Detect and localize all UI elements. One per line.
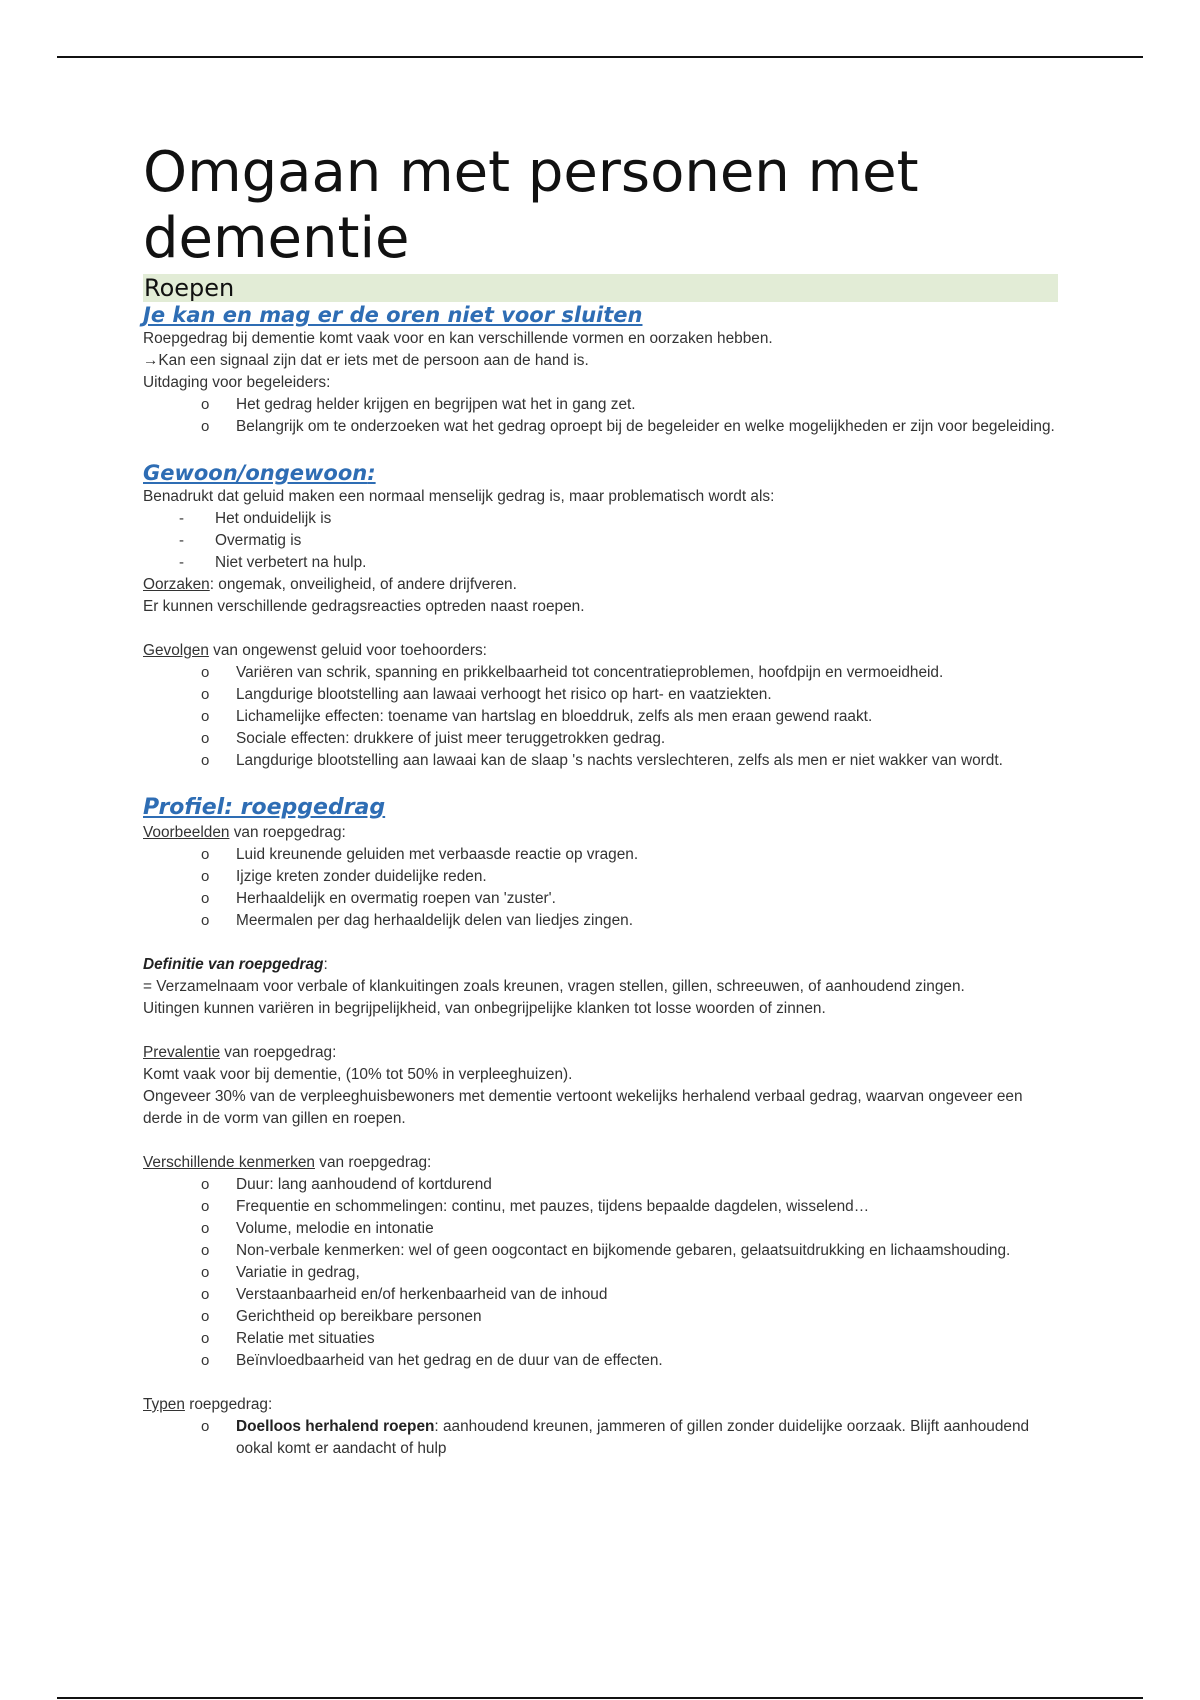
- list-item: [143, 728, 1058, 750]
- prevalentie-line-2: Ongeveer 30% van de verpleeghuisbewoners met dementie vertoont wekelijks herhalend verbaal gedrag, waarvan ongeveer een derde in de vorm van gillen en roepen.: [143, 1088, 1023, 1127]
- bullet-marker: o: [201, 1308, 210, 1325]
- dash-marker: -: [179, 532, 184, 549]
- list-item: [143, 530, 1058, 552]
- bullet-marker: o: [201, 1198, 210, 1215]
- list-item: [143, 552, 1058, 574]
- list-item: [143, 1306, 1058, 1328]
- bullet-marker: o: [201, 664, 210, 681]
- list-item: [143, 910, 1058, 932]
- oorzaken-line: [143, 574, 1058, 596]
- spacer: [143, 1020, 1058, 1042]
- list-item-text: Verstaanbaarheid en/of herkenbaarheid van de inhoud: [236, 1286, 608, 1303]
- list-item-text: Het onduidelijk is: [215, 510, 332, 527]
- kenmerken-label: Verschillende kenmerken: [143, 1154, 315, 1171]
- list-item: [143, 416, 1058, 438]
- list-item: [143, 662, 1058, 684]
- list-item-text: Niet verbetert na hulp.: [215, 554, 367, 571]
- top-rule: [57, 56, 1143, 58]
- heading-je-kan-text: Je kan en mag er de oren niet voor sluiten: [143, 303, 643, 327]
- list-item-text: Variëren van schrik, spanning en prikkelbaarheid tot concentratieproblemen, hoofdpijn en vermoeidheid.: [236, 664, 944, 681]
- list-item-text: Relatie met situaties: [236, 1330, 375, 1347]
- bottom-rule: [57, 1697, 1143, 1699]
- list-item: [143, 1196, 1058, 1218]
- bullet-marker: o: [201, 752, 210, 769]
- bullet-marker: o: [201, 912, 210, 929]
- list-item: [143, 706, 1058, 728]
- list-item: [143, 1416, 1058, 1460]
- kenmerken-line: [143, 1152, 1058, 1174]
- typen-label: Typen: [143, 1396, 185, 1413]
- list-item: [143, 750, 1058, 772]
- list-item: [143, 1174, 1058, 1196]
- typen-line: [143, 1394, 1058, 1416]
- spacer: [143, 1130, 1058, 1152]
- bullet-marker: o: [201, 708, 210, 725]
- bullet-marker: o: [201, 846, 210, 863]
- list-item-text: Variatie in gedrag,: [236, 1264, 360, 1281]
- definitie-heading: Definitie van roepgedrag:: [143, 956, 328, 973]
- spacer: [143, 438, 1058, 460]
- bullet-marker: o: [201, 868, 210, 885]
- prevalentie-label: Prevalentie: [143, 1044, 220, 1061]
- gedragsreacties-line: Er kunnen verschillende gedragsreacties optreden naast roepen.: [143, 598, 585, 615]
- definitie-line-2: Uitingen kunnen variëren in begrijpelijkheid, van onbegrijpelijke klanken tot losse woorden of zinnen.: [143, 1000, 826, 1017]
- list-item: [143, 1350, 1058, 1372]
- spacer: [143, 618, 1058, 640]
- gevolgen-list: [143, 662, 1058, 772]
- gevolgen-line: [143, 640, 1058, 662]
- bullet-marker: o: [201, 1242, 210, 1259]
- list-item: [143, 1284, 1058, 1306]
- bullet-marker: o: [201, 1264, 210, 1281]
- gevolgen-text: van ongewenst geluid voor toehoorders:: [208, 642, 487, 659]
- bullet-marker: o: [201, 730, 210, 747]
- list-item-text: Overmatig is: [215, 532, 302, 549]
- voorbeelden-line: [143, 822, 1058, 844]
- spacer: [143, 932, 1058, 954]
- intro-list: [143, 394, 1058, 438]
- page-title: Omgaan met personen met dementie: [143, 140, 919, 271]
- definitie-label: Definitie van roepgedrag: [143, 956, 324, 973]
- list-item-text: Non-verbale kenmerken: wel of geen oogcontact en bijkomende gebaren, gelaatsuitdrukking en lichaamshouding.: [236, 1242, 1011, 1259]
- list-item-text: Luid kreunende geluiden met verbaasde reactie op vragen.: [236, 846, 639, 863]
- definitie-line-1: = Verzamelnaam voor verbale of klankuitingen zoals kreunen, vragen stellen, gillen, schreeuwen, of aanhoudend zingen.: [143, 978, 965, 995]
- prevalentie-line: [143, 1042, 1058, 1064]
- list-item-text: Gerichtheid op bereikbare personen: [236, 1308, 482, 1325]
- section-heading-roepen: Roepen: [143, 274, 1058, 302]
- list-item-text: Ijzige kreten zonder duidelijke reden.: [236, 868, 487, 885]
- list-item: [143, 1240, 1058, 1262]
- typen-item-text: : aanhoudend kreunen, jammeren of gillen zonder duidelijke oorzaak. Blijft aanhoudend ookal komt er aandacht of hulp: [236, 1418, 1030, 1457]
- list-item-text: Meermalen per dag herhaaldelijk delen van liedjes zingen.: [236, 912, 633, 929]
- list-item-text: Lichamelijke effecten: toename van hartslag en bloeddruk, zelfs als men eraan gewend raakt.: [236, 708, 873, 725]
- list-item-text: Volume, melodie en intonatie: [236, 1220, 434, 1237]
- voorbeelden-text: van roepgedrag:: [229, 824, 346, 841]
- prevalentie-line-1: Komt vaak voor bij dementie, (10% tot 50% in verpleeghuizen).: [143, 1066, 573, 1083]
- list-item-text: Langdurige blootstelling aan lawaai kan de slaap 's nachts verslechteren, zelfs als men er niet wakker van wordt.: [236, 752, 1003, 769]
- dash-marker: -: [179, 510, 184, 527]
- intro-line-1: Roepgedrag bij dementie komt vaak voor en kan verschillende vormen en oorzaken hebben.: [143, 330, 773, 347]
- bullet-marker: o: [201, 1176, 210, 1193]
- gewoon-list: [143, 508, 1058, 574]
- bullet-marker: o: [201, 890, 210, 907]
- list-item-text: Beïnvloedbaarheid van het gedrag en de duur van de effecten.: [236, 1352, 663, 1369]
- heading-profiel: Profiel: roepgedrag: [143, 795, 386, 820]
- document-page: [143, 140, 1058, 1460]
- oorzaken-label: Oorzaken: [143, 576, 210, 593]
- list-item: [143, 684, 1058, 706]
- bullet-marker: o: [201, 396, 210, 413]
- prevalentie-text: van roepgedrag:: [220, 1044, 337, 1061]
- spacer: [143, 772, 1058, 794]
- list-item-text: Frequentie en schommelingen: continu, met pauzes, tijdens bepaalde dagdelen, wisselend…: [236, 1198, 870, 1215]
- spacer: [143, 1372, 1058, 1394]
- bullet-marker: o: [201, 1418, 210, 1435]
- bullet-marker: o: [201, 1220, 210, 1237]
- oorzaken-text: : ongemak, onveiligheid, of andere drijfveren.: [209, 576, 517, 593]
- bullet-marker: o: [201, 1330, 210, 1347]
- gevolgen-label: Gevolgen: [143, 642, 209, 659]
- list-item: [143, 1218, 1058, 1240]
- typen-item-bold: Doelloos herhalend roepen: [236, 1418, 435, 1435]
- bullet-marker: o: [201, 686, 210, 703]
- voorbeelden-list: [143, 844, 1058, 932]
- list-item-text: Duur: lang aanhoudend of kortdurend: [236, 1176, 492, 1193]
- heading-gewoon-text: Gewoon/ongewoon: [143, 461, 368, 485]
- kenmerken-text: van roepgedrag:: [314, 1154, 432, 1171]
- list-item-text: Belangrijk om te onderzoeken wat het gedrag oproept bij de begeleider en welke mogelijkheden er zijn voor begeleiding.: [236, 418, 1055, 435]
- voorbeelden-label: Voorbeelden: [143, 824, 230, 841]
- intro-line-3: Uitdaging voor begeleiders:: [143, 374, 331, 391]
- typen-text: roepgedrag:: [184, 1396, 273, 1413]
- list-item: [143, 1262, 1058, 1284]
- list-item-text: Het gedrag helder krijgen en begrijpen wat het in gang zet.: [236, 396, 636, 413]
- dash-marker: -: [179, 554, 184, 571]
- list-item: [143, 888, 1058, 910]
- gewoon-intro: Benadrukt dat geluid maken een normaal menselijk gedrag is, maar problematisch wordt als:: [143, 488, 775, 505]
- list-item: [143, 508, 1058, 530]
- list-item: [143, 1328, 1058, 1350]
- typen-list: [143, 1416, 1058, 1460]
- list-item-text: Sociale effecten: drukkere of juist meer teruggetrokken gedrag.: [236, 730, 666, 747]
- list-item-text: Langdurige blootstelling aan lawaai verhoogt het risico op hart- en vaatziekten.: [236, 686, 772, 703]
- bullet-marker: o: [201, 418, 210, 435]
- heading-gewoon: Gewoon/ongewoon:: [143, 461, 376, 485]
- bullet-marker: o: [201, 1286, 210, 1303]
- list-item-text: Herhaaldelijk en overmatig roepen van 'zuster'.: [236, 890, 556, 907]
- kenmerken-list: [143, 1174, 1058, 1372]
- intro-line-2: →Kan een signaal zijn dat er iets met de persoon aan de hand is.: [143, 352, 589, 369]
- list-item: [143, 394, 1058, 416]
- list-item: [143, 866, 1058, 888]
- bullet-marker: o: [201, 1352, 210, 1369]
- list-item: [143, 844, 1058, 866]
- heading-je-kan: [143, 302, 1058, 328]
